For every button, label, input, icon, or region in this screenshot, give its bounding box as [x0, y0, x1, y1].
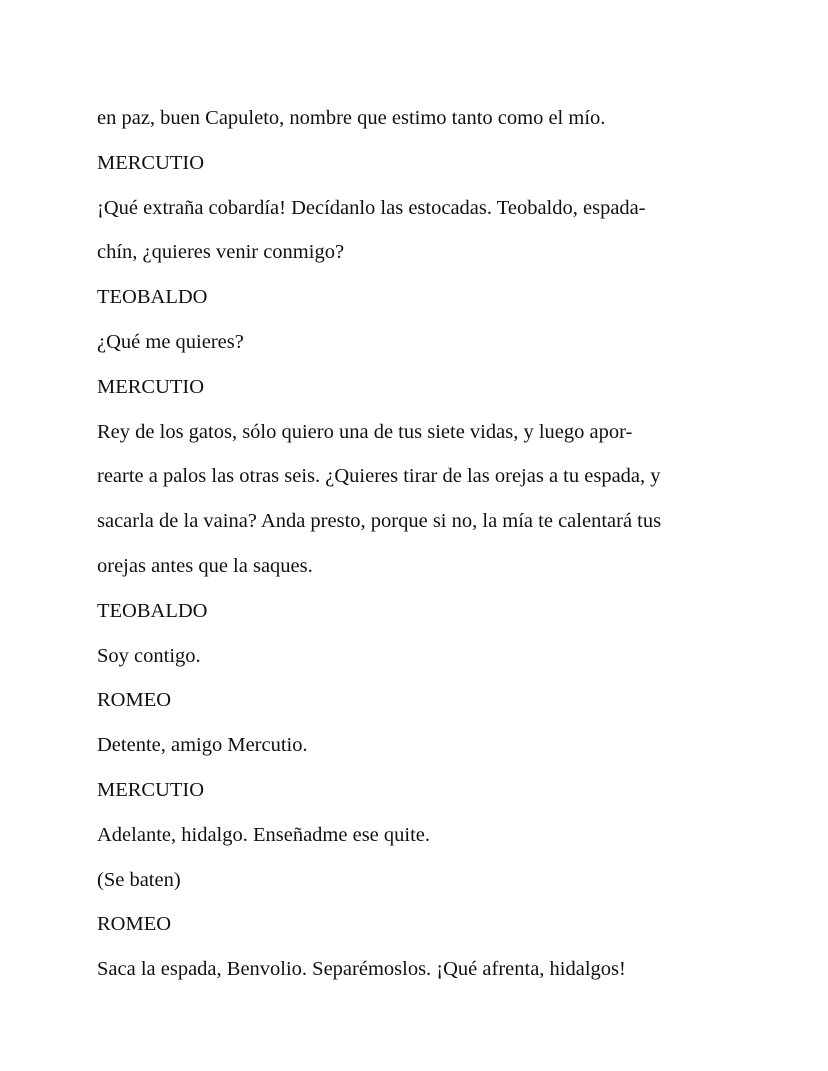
- dialogue-line: Rey de los gatos, sólo quiero una de tus siete vidas, y luego apor-: [97, 420, 633, 443]
- dialogue-line: sacarla de la vaina? Anda presto, porque si no, la mía te calentará tus: [97, 510, 662, 533]
- speaker-name: ROMEO: [97, 689, 172, 712]
- speaker-name: MERCUTIO: [97, 151, 205, 174]
- stage-direction: (Se baten): [97, 868, 181, 891]
- dialogue-line: chín, ¿quieres venir conmigo?: [97, 241, 345, 264]
- document-body: [97, 96, 737, 992]
- speaker-name: TEOBALDO: [97, 286, 208, 309]
- speaker-name: MERCUTIO: [97, 778, 205, 801]
- dialogue-line: orejas antes que la saques.: [97, 554, 313, 577]
- dialogue-line: rearte a palos las otras seis. ¿Quieres tirar de las orejas a tu espada, y: [97, 465, 661, 488]
- speaker-name: TEOBALDO: [97, 599, 208, 622]
- speaker-name: MERCUTIO: [97, 375, 205, 398]
- dialogue-line: Adelante, hidalgo. Enseñadme ese quite.: [97, 823, 431, 846]
- dialogue-line: Soy contigo.: [97, 644, 201, 667]
- dialogue-line: ¿Qué me quieres?: [97, 330, 244, 353]
- dialogue-line: Saca la espada, Benvolio. Separémoslos. ¡Qué afrenta, hidalgos!: [97, 958, 626, 981]
- dialogue-line: Detente, amigo Mercutio.: [97, 734, 308, 757]
- dialogue-line: ¡Qué extraña cobardía! Decídanlo las estocadas. Teobaldo, espada-: [97, 196, 646, 219]
- speaker-name: ROMEO: [97, 913, 172, 936]
- dialogue-line: en paz, buen Capuleto, nombre que estimo tanto como el mío.: [97, 107, 606, 129]
